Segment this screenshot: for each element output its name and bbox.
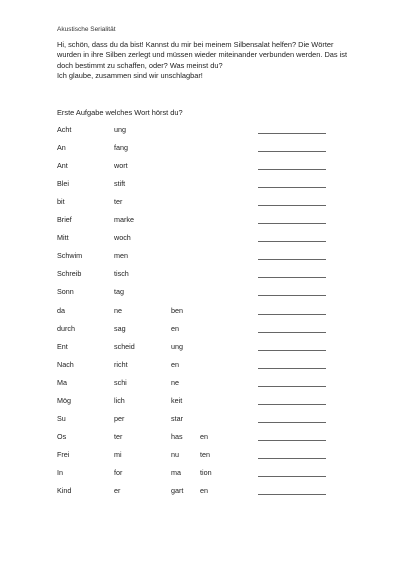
syllable-cell: Blei	[57, 179, 69, 189]
syllable-cell: Schreib	[57, 269, 82, 279]
syllable-cell: Os	[57, 431, 67, 441]
table-row	[0, 359, 400, 371]
syllable-cell: en	[200, 431, 208, 441]
table-row	[0, 178, 400, 190]
syllable-cell: Mög	[57, 395, 71, 405]
syllable-cell: en	[200, 486, 208, 495]
syllable-cell: Ma	[57, 377, 67, 387]
table-row	[0, 286, 400, 298]
syllable-cell: sag	[114, 323, 126, 333]
syllable-cell: star	[171, 413, 183, 423]
answer-blank[interactable]	[258, 286, 326, 296]
syllable-cell: marke	[114, 215, 134, 225]
answer-blank[interactable]	[258, 431, 326, 441]
answer-blank[interactable]	[258, 178, 326, 188]
table-row	[0, 323, 400, 335]
syllable-cell: Mitt	[57, 233, 69, 243]
syllable-cell: mi	[114, 449, 122, 459]
syllable-cell: Su	[57, 413, 66, 423]
table-row	[0, 413, 400, 425]
syllable-cell: ter	[114, 431, 123, 441]
table-row	[0, 268, 400, 280]
answer-blank[interactable]	[258, 160, 326, 170]
syllable-cell: tisch	[114, 269, 129, 279]
table-row	[0, 160, 400, 172]
syllable-cell: en	[171, 359, 179, 369]
syllable-cell: ma	[171, 467, 181, 477]
syllable-cell: durch	[57, 323, 75, 333]
syllable-cell: wort	[114, 161, 128, 171]
syllable-cell: scheid	[114, 341, 135, 351]
answer-blank[interactable]	[258, 196, 326, 206]
syllable-cell: In	[57, 467, 63, 477]
syllable-cell: Acht	[57, 125, 72, 134]
syllable-cell: Ent	[57, 341, 68, 351]
answer-blank[interactable]	[258, 467, 326, 477]
answer-blank[interactable]	[258, 323, 326, 333]
syllable-cell: ung	[114, 125, 126, 134]
answer-blank[interactable]	[258, 341, 326, 351]
syllable-cell: fang	[114, 143, 128, 153]
table-row	[0, 467, 400, 479]
syllable-cell: men	[114, 251, 128, 261]
syllable-cell: Schwim	[57, 251, 83, 261]
answer-blank[interactable]	[258, 413, 326, 423]
answer-blank[interactable]	[258, 142, 326, 152]
table-row	[0, 485, 400, 497]
syllable-cell: schi	[114, 377, 127, 387]
syllable-cell: er	[114, 486, 121, 495]
answer-blank[interactable]	[258, 359, 326, 369]
syllable-cell: richt	[114, 359, 128, 369]
syllable-cell: Brief	[57, 215, 72, 225]
table-row	[0, 250, 400, 262]
table-row	[0, 196, 400, 208]
answer-blank[interactable]	[258, 124, 326, 134]
syllable-cell: tag	[114, 287, 124, 297]
intro-text	[57, 40, 357, 82]
syllable-cell: lich	[114, 395, 125, 405]
syllable-cell: nu	[171, 449, 179, 459]
answer-blank[interactable]	[258, 214, 326, 224]
syllable-cell: en	[171, 323, 179, 333]
syllable-cell: gart	[171, 486, 184, 495]
worksheet-title: Akustische Serialität	[57, 26, 116, 33]
table-row	[0, 142, 400, 154]
syllable-cell: Ant	[57, 161, 68, 171]
table-row	[0, 395, 400, 407]
answer-blank[interactable]	[258, 485, 326, 495]
intro-closing: Ich glaube, zusammen sind wir unschlagbar!	[57, 71, 203, 81]
syllable-cell: keit	[171, 395, 183, 405]
answer-blank[interactable]	[258, 449, 326, 459]
syllable-cell: da	[57, 305, 65, 315]
intro-paragraph: Hi, schön, dass du da bist! Kannst du mir bei meinem Silbensalat helfen? Die Wörter wurden in ihre Silben zerlegt und müssen wieder miteinander verbunden werden. Das ist doch bestimmt zu schaffen, oder? Was meinst du?	[57, 40, 348, 70]
syllable-cell: ter	[114, 197, 123, 207]
syllable-cell: ten	[200, 449, 210, 459]
syllable-cell: for	[114, 467, 123, 477]
table-row	[0, 214, 400, 226]
syllable-cell: Nach	[57, 359, 74, 369]
syllable-cell: has	[171, 431, 183, 441]
syllable-cell: per	[114, 413, 125, 423]
answer-blank[interactable]	[258, 250, 326, 260]
syllable-cell: ne	[114, 305, 122, 315]
syllable-cell: An	[57, 143, 66, 153]
syllable-cell: tion	[200, 467, 212, 477]
table-row	[0, 341, 400, 353]
answer-blank[interactable]	[258, 377, 326, 387]
answer-blank[interactable]	[258, 268, 326, 278]
syllable-cell: Frei	[57, 449, 70, 459]
table-row	[0, 449, 400, 461]
table-row	[0, 124, 400, 136]
syllable-cell: stift	[114, 179, 126, 189]
syllable-cell: bit	[57, 197, 65, 207]
syllable-cell: ne	[171, 377, 179, 387]
syllable-cell: ben	[171, 305, 183, 315]
answer-blank[interactable]	[258, 395, 326, 405]
syllable-cell: ung	[171, 341, 183, 351]
task-heading: Erste Aufgabe welches Wort hörst du?	[57, 108, 183, 117]
table-row	[0, 431, 400, 443]
table-row	[0, 305, 400, 317]
answer-blank[interactable]	[258, 305, 326, 315]
syllable-cell: Sonn	[57, 287, 74, 297]
syllable-cell: Kind	[57, 486, 72, 495]
syllable-cell: woch	[114, 233, 131, 243]
table-row	[0, 232, 400, 244]
answer-blank[interactable]	[258, 232, 326, 242]
table-row	[0, 377, 400, 389]
